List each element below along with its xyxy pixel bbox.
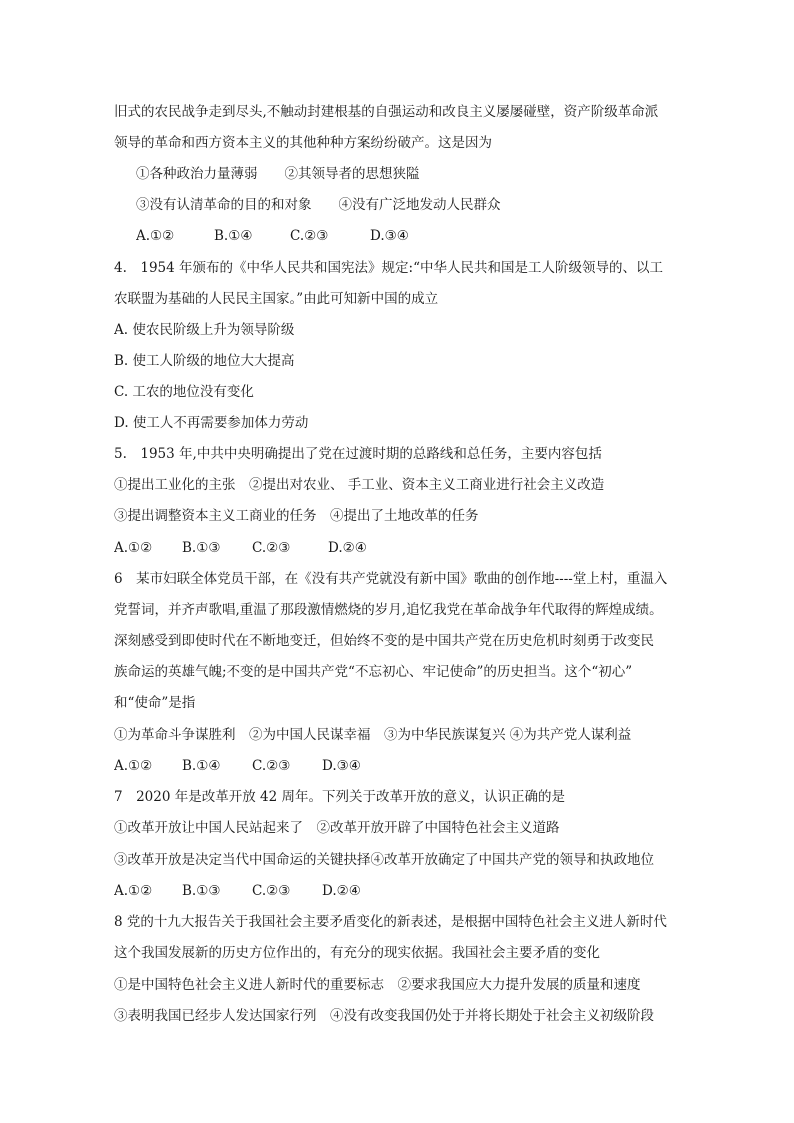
q6-stem-line-2: 党誓词，并齐声歌唱,重温了那段激情燃烧的岁月,追忆我党在革命战争年代取得的辉煌成绩。 — [114, 602, 663, 618]
q7-items-line-1: ①改革开放让中国人民站起来了 ②改革开放开辟了中国特色社会主义道路 — [114, 820, 560, 836]
q6-items: ①为革命斗争谋胜利 ②为中国人民谋幸福 ③为中华民族谋复兴 ④为共产党人谋利益 — [114, 727, 632, 743]
q7-options — [114, 876, 714, 907]
q7-option-b[interactable]: B.①③ — [182, 883, 221, 899]
q3-option-a[interactable]: A.①② — [136, 228, 175, 244]
q4-option-a[interactable]: A. 使农民阶级上升为领导阶级 — [114, 322, 295, 338]
q6-option-c[interactable]: C.②③ — [252, 758, 291, 774]
q4-stem-line-2: 农联盟为基础的人民民主国家。”由此可知新中国的成立 — [114, 291, 439, 307]
q7-stem: 7 2020 年是改革开放 42 周年。下列关于改革开放的意义，认识正确的是 — [114, 789, 565, 805]
q3-items-line-1: ①各种政治力量薄弱 ②其领导者的思想狭隘 — [136, 166, 420, 182]
q3-option-d[interactable]: D.③④ — [370, 228, 409, 244]
q6-stem-line-1: 6 某市妇联全体党员干部，在《没有共产党就没有新中国》歌曲的创作地----堂上村，重温入 — [114, 571, 668, 587]
q6-stem-line-3: 深刻感受到即使时代在不断地变迁，但始终不变的是中国共产党在历史危机时刻勇于改变民 — [114, 633, 654, 649]
q5-option-b[interactable]: B.①③ — [182, 540, 221, 556]
q3-items-line-2: ③没有认清革命的目的和对象 ④没有广泛地发动人民群众 — [136, 197, 501, 213]
q5-items-line-1: ①提出工业化的主张 ②提出对农业、 手工业、资本主义工商业进行社会主义改造 — [114, 477, 605, 493]
q4-option-b[interactable]: B. 使工人阶级的地位大大提高 — [114, 353, 295, 369]
q7-option-d[interactable]: D.②④ — [322, 883, 361, 899]
q3-stem-line-1: 旧式的农民战争走到尽头,不触动封建根基的自强运动和改良主义屡屡碰壁，资产阶级革命派 — [114, 104, 659, 120]
q3-option-b[interactable]: B.①④ — [214, 228, 253, 244]
q3-stem-line-2: 领导的革命和西方资本主义的其他种种方案纷纷破产。这是因为 — [114, 135, 492, 151]
q8-stem-line-1: 8 党的十九大报告关于我国社会主要矛盾变化的新表述，是根据中国特色社会主义进人新时代 — [114, 914, 667, 930]
q7-option-c[interactable]: C.②③ — [252, 883, 291, 899]
q3-options — [136, 221, 714, 252]
q6-stem-line-4: 族命运的英雄气魄;不变的是中国共产党“不忘初心、牢记使命”的历史担当。这个“初心” — [114, 664, 633, 680]
q4-option-d[interactable]: D. 使工人不再需要参加体力劳动 — [114, 415, 309, 431]
q6-option-b[interactable]: B.①④ — [182, 758, 221, 774]
q5-options — [114, 533, 714, 564]
q8-items-line-1: ①是中国特色社会主义进人新时代的重要标志 ②要求我国应大力提升发展的质量和速度 — [114, 977, 641, 993]
q7-items-line-2: ③改革开放是决定当代中国命运的关键抉择④改革开放确定了中国共产党的领导和执政地位 — [114, 852, 654, 868]
q5-option-a[interactable]: A.①② — [114, 540, 153, 556]
q5-items-line-2: ③提出调整资本主义工商业的任务 ④提出了土地改革的任务 — [114, 508, 479, 524]
q6-options — [114, 751, 714, 782]
q5-option-c[interactable]: C.②③ — [252, 540, 291, 556]
q4-option-c[interactable]: C. 工农的地位没有变化 — [114, 384, 254, 400]
q6-option-d[interactable]: D.③④ — [322, 758, 361, 774]
q5-option-d[interactable]: D.②④ — [328, 540, 367, 556]
q4-stem-line-1: 4. 1954 年颁布的《中华人民共和国宪法》规定:“中华人民共和国是工人阶级领导的、以工 — [114, 260, 663, 276]
q6-option-a[interactable]: A.①② — [114, 758, 153, 774]
q8-items-line-2: ③表明我国已经步人发达国家行列 ④没有改变我国仍处于并将长期处于社会主义初级阶段 — [114, 1008, 654, 1024]
q8-stem-line-2: 这个我国发展新的历史方位作出的，有充分的现实依据。我国社会主要矛盾的变化 — [114, 945, 600, 961]
q3-option-c[interactable]: C.②③ — [290, 228, 329, 244]
q5-stem: 5. 1953 年,中共中央明确提出了党在过渡时期的总路线和总任务，主要内容包括 — [114, 446, 602, 462]
q6-stem-line-5: 和“使命”是指 — [114, 695, 196, 711]
q7-option-a[interactable]: A.①② — [114, 883, 153, 899]
